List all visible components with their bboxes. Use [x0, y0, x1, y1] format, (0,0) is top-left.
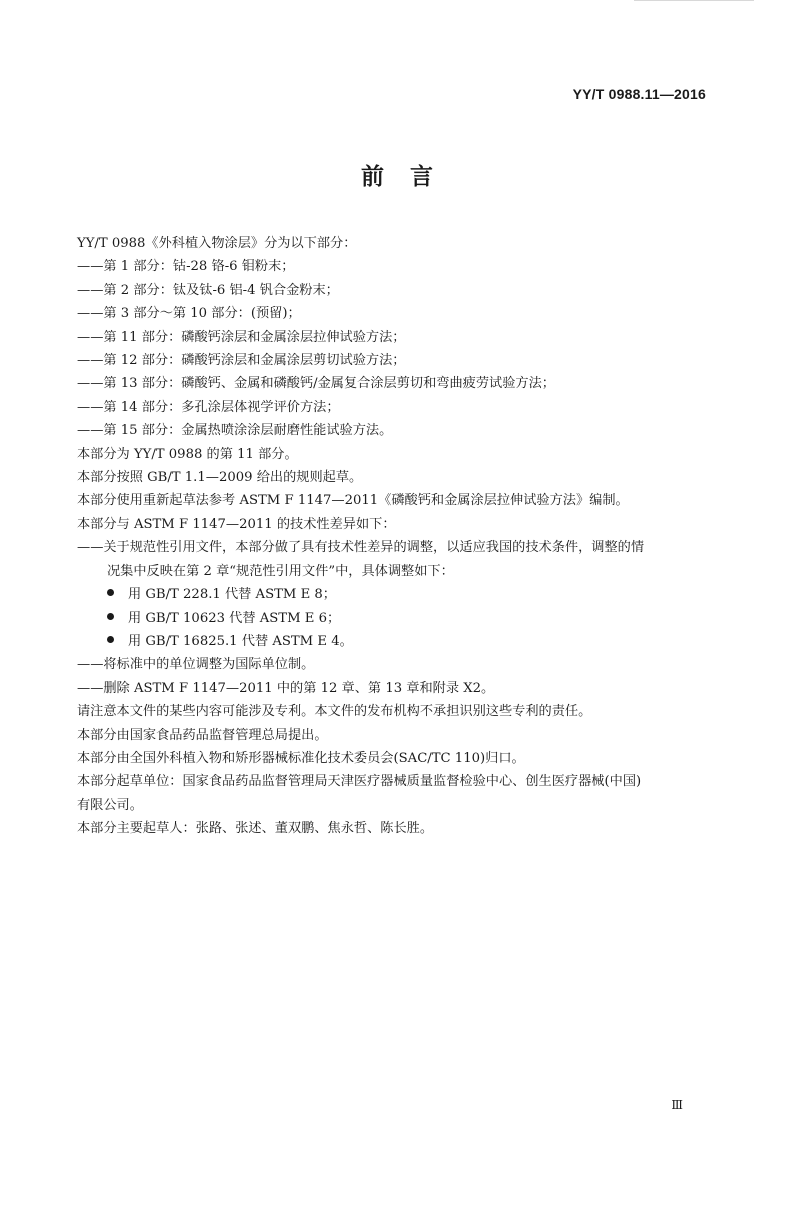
page-title: 前言	[361, 164, 459, 190]
bullet-text: 用 GB/T 10623 代替 ASTM E 6；	[128, 610, 341, 626]
differences-intro: 本部分与 ASTM F 1147—2011 的技术性差异如下：	[77, 516, 396, 532]
part-item: ——第 14 部分：多孔涂层体视学评价方法；	[77, 399, 340, 415]
bullet-item	[77, 583, 717, 606]
difference-item: ——删除 ASTM F 1147—2011 中的第 12 章、第 13 章和附录 X2。	[77, 680, 495, 696]
scan-artifact	[634, 0, 754, 4]
part-item: ——第 15 部分：金属热喷涂涂层耐磨性能试验方法。	[77, 423, 393, 439]
part-item: ——第 1 部分：钴-28 铬-6 钼粉末；	[77, 259, 295, 275]
part-item: ——第 11 部分：磷酸钙涂层和金属涂层拉伸试验方法；	[77, 329, 406, 345]
part-item: ——第 2 部分：钛及钛-6 铝-4 钒合金粉末；	[77, 282, 339, 298]
bullet-icon	[107, 589, 114, 596]
foreword-body	[77, 232, 717, 841]
this-part-paragraph: 本部分为 YY/T 0988 的第 11 部分。	[77, 446, 298, 462]
difference-item-continuation: 况集中反映在第 2 章“规范性引用文件”中，具体调整如下：	[107, 563, 454, 579]
patent-notice: 请注意本文件的某些内容可能涉及专利。本文件的发布机构不承担识别这些专利的责任。	[77, 704, 592, 720]
bullet-text: 用 GB/T 16825.1 代替 ASTM E 4。	[128, 633, 353, 649]
drafting-units: 本部分起草单位：国家食品药品监督管理局天津医疗器械质量监督检验中心、创生医疗器械(中国)	[77, 774, 642, 790]
redrafting-paragraph: 本部分使用重新起草法参考 ASTM F 1147—2011《磷酸钙和金属涂层拉伸试验方法》编制。	[77, 493, 629, 509]
bullet-icon	[107, 613, 114, 620]
part-item: ——第 12 部分：磷酸钙涂层和金属涂层剪切试验方法；	[77, 353, 406, 369]
drafters: 本部分主要起草人：张路、张述、董双鹏、焦永哲、陈长胜。	[77, 821, 434, 837]
jurisdiction: 本部分由全国外科植入物和矫形器械标准化技术委员会(SAC/TC 110)归口。	[77, 750, 525, 766]
intro-paragraph: YY/T 0988《外科植入物涂层》分为以下部分：	[77, 236, 357, 251]
page-number: Ⅲ	[671, 1098, 683, 1112]
bullet-icon	[107, 636, 114, 643]
proposed-by: 本部分由国家食品药品监督管理总局提出。	[77, 727, 328, 743]
difference-item: ——关于规范性引用文件，本部分做了具有技术性差异的调整，以适应我国的技术条件，调整的情	[77, 540, 645, 556]
part-item: ——第 3 部分～第 10 部分：(预留)；	[77, 306, 301, 322]
standard-code: YY/T 0988.11—2016	[572, 86, 706, 102]
bullet-text: 用 GB/T 228.1 代替 ASTM E 8；	[128, 587, 336, 603]
part-item: ——第 13 部分：磷酸钙、金属和磷酸钙/金属复合涂层剪切和弯曲疲劳试验方法；	[77, 376, 555, 392]
bullet-item	[77, 630, 717, 653]
drafting-units-continuation: 有限公司。	[77, 797, 143, 813]
bullet-item	[77, 607, 717, 630]
difference-item: ——将标准中的单位调整为国际单位制。	[77, 657, 315, 673]
drafting-rules-paragraph: 本部分按照 GB/T 1.1—2009 给出的规则起草。	[77, 470, 363, 486]
